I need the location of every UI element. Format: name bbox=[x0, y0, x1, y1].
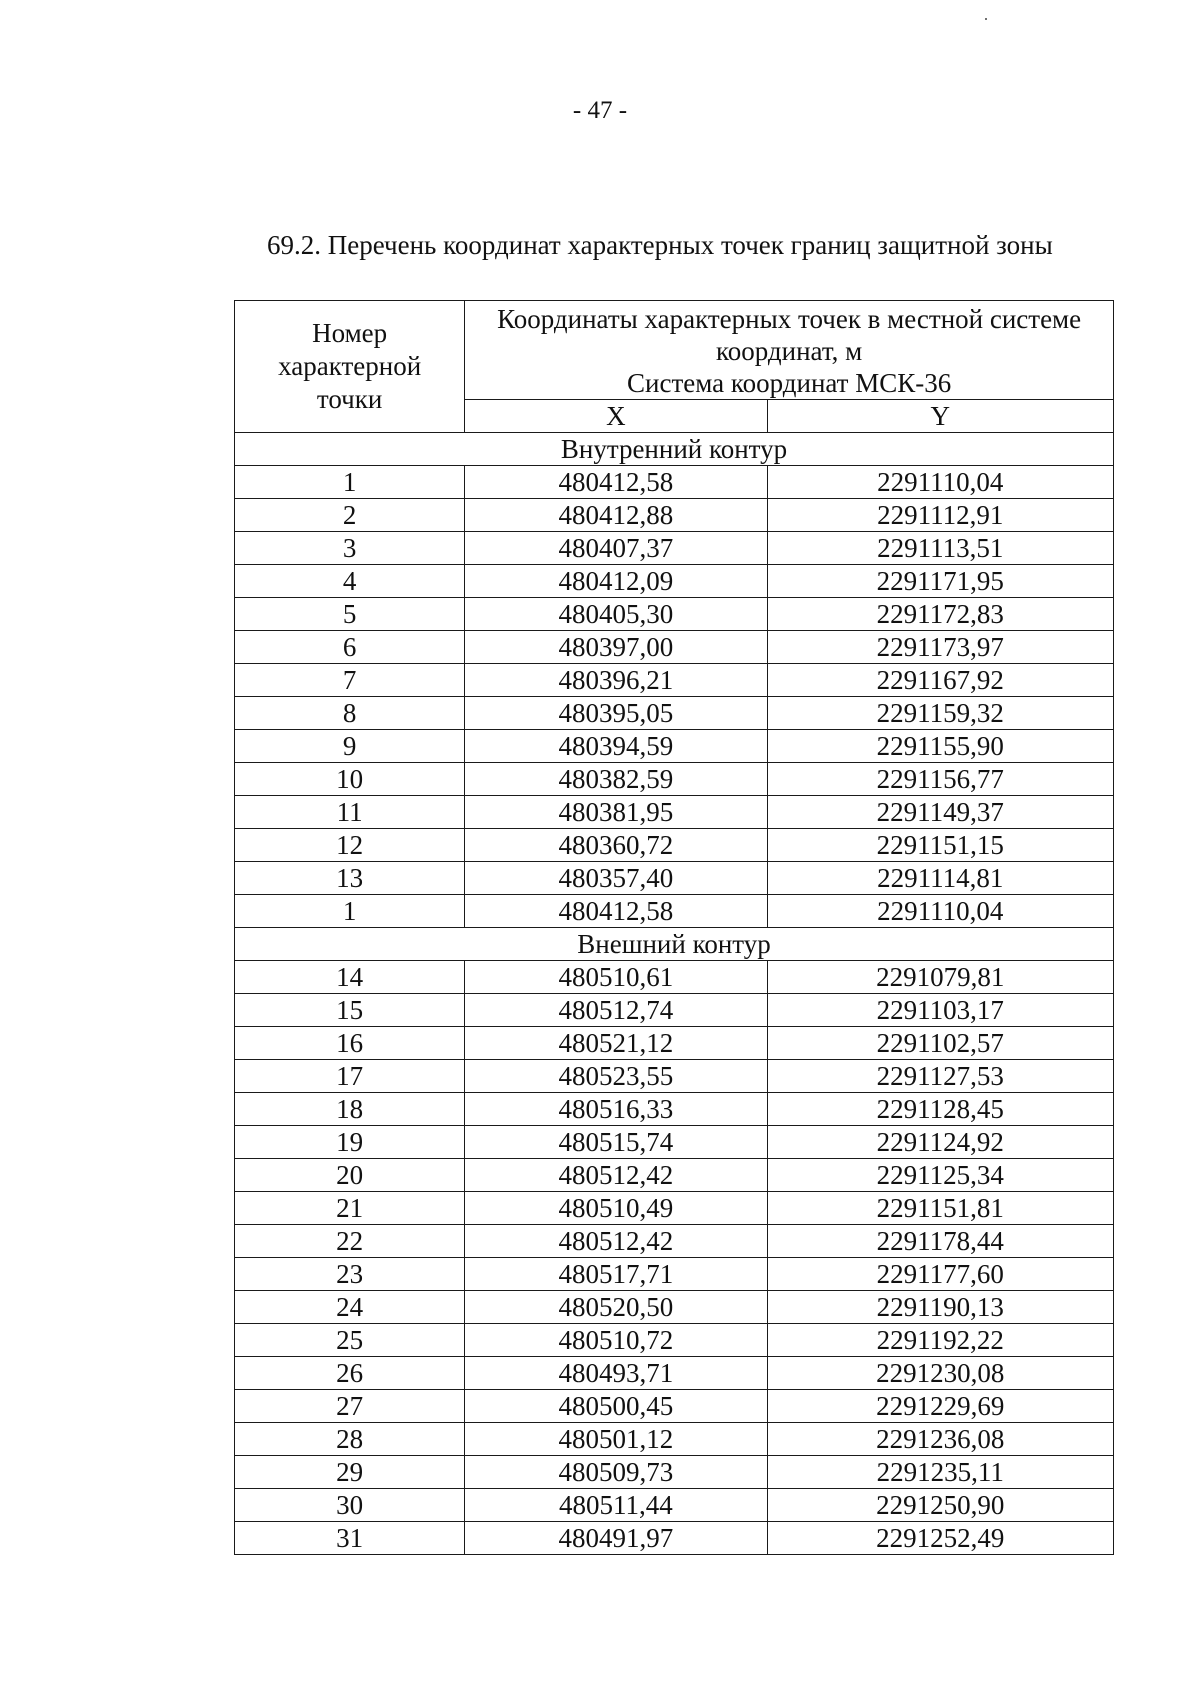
y-coordinate-cell: 2291172,83 bbox=[767, 598, 1113, 631]
x-coordinate-cell: 480357,40 bbox=[465, 862, 767, 895]
point-number-cell: 25 bbox=[235, 1324, 465, 1357]
point-number-cell: 28 bbox=[235, 1423, 465, 1456]
table-header bbox=[235, 301, 1114, 433]
table-row bbox=[235, 1291, 1114, 1324]
point-number-cell: 21 bbox=[235, 1192, 465, 1225]
point-number-cell: 18 bbox=[235, 1093, 465, 1126]
point-number-cell: 1 bbox=[235, 466, 465, 499]
point-number-header bbox=[235, 301, 465, 433]
x-coordinate-cell: 480510,72 bbox=[465, 1324, 767, 1357]
y-coordinate-cell: 2291114,81 bbox=[767, 862, 1113, 895]
point-number-cell: 5 bbox=[235, 598, 465, 631]
y-coordinate-cell: 2291177,60 bbox=[767, 1258, 1113, 1291]
y-coordinate-cell: 2291127,53 bbox=[767, 1060, 1113, 1093]
y-coordinate-cell: 2291250,90 bbox=[767, 1489, 1113, 1522]
y-coordinate-cell: 2291235,11 bbox=[767, 1456, 1113, 1489]
table-row bbox=[235, 1258, 1114, 1291]
point-number-cell: 22 bbox=[235, 1225, 465, 1258]
point-number-cell: 7 bbox=[235, 664, 465, 697]
table-row bbox=[235, 631, 1114, 664]
table-row bbox=[235, 862, 1114, 895]
table-row bbox=[235, 1423, 1114, 1456]
point-number-cell: 27 bbox=[235, 1390, 465, 1423]
y-coordinate-cell: 2291190,13 bbox=[767, 1291, 1113, 1324]
point-number-cell: 8 bbox=[235, 697, 465, 730]
point-number-cell: 29 bbox=[235, 1456, 465, 1489]
x-coordinate-cell: 480381,95 bbox=[465, 796, 767, 829]
table-row bbox=[235, 1357, 1114, 1390]
x-coordinate-cell: 480517,71 bbox=[465, 1258, 767, 1291]
table-row bbox=[235, 1225, 1114, 1258]
table-row bbox=[235, 1027, 1114, 1060]
y-coordinate-cell: 2291151,81 bbox=[767, 1192, 1113, 1225]
x-coordinate-cell: 480397,00 bbox=[465, 631, 767, 664]
x-coordinate-cell: 480512,42 bbox=[465, 1225, 767, 1258]
section-title: Внутренний контур bbox=[235, 433, 1114, 466]
table-row bbox=[235, 994, 1114, 1027]
x-coordinate-cell: 480412,88 bbox=[465, 499, 767, 532]
y-coordinate-cell: 2291167,92 bbox=[767, 664, 1113, 697]
table-row bbox=[235, 730, 1114, 763]
y-coordinate-cell: 2291128,45 bbox=[767, 1093, 1113, 1126]
table-row bbox=[235, 763, 1114, 796]
section-row bbox=[235, 433, 1114, 466]
scan-speck bbox=[985, 18, 987, 20]
y-coordinate-cell: 2291229,69 bbox=[767, 1390, 1113, 1423]
y-coordinate-cell: 2291173,97 bbox=[767, 631, 1113, 664]
x-coordinate-cell: 480412,58 bbox=[465, 895, 767, 928]
table-row bbox=[235, 1060, 1114, 1093]
point-number-cell: 9 bbox=[235, 730, 465, 763]
x-coordinate-cell: 480407,37 bbox=[465, 532, 767, 565]
y-coordinate-cell: 2291110,04 bbox=[767, 466, 1113, 499]
table-row bbox=[235, 664, 1114, 697]
point-number-cell: 11 bbox=[235, 796, 465, 829]
table-row bbox=[235, 1192, 1114, 1225]
point-number-cell: 4 bbox=[235, 565, 465, 598]
x-column-header: X bbox=[465, 400, 767, 433]
table-row bbox=[235, 532, 1114, 565]
y-coordinate-cell: 2291230,08 bbox=[767, 1357, 1113, 1390]
point-number-cell: 12 bbox=[235, 829, 465, 862]
point-number-cell: 19 bbox=[235, 1126, 465, 1159]
point-number-cell: 15 bbox=[235, 994, 465, 1027]
point-number-cell: 24 bbox=[235, 1291, 465, 1324]
x-coordinate-cell: 480394,59 bbox=[465, 730, 767, 763]
section-title: Внешний контур bbox=[235, 928, 1114, 961]
point-number-cell: 10 bbox=[235, 763, 465, 796]
y-column-header: Y bbox=[767, 400, 1113, 433]
x-coordinate-cell: 480515,74 bbox=[465, 1126, 767, 1159]
section-row bbox=[235, 928, 1114, 961]
x-coordinate-cell: 480491,97 bbox=[465, 1522, 767, 1555]
y-coordinate-cell: 2291149,37 bbox=[767, 796, 1113, 829]
x-coordinate-cell: 480516,33 bbox=[465, 1093, 767, 1126]
point-number-cell: 2 bbox=[235, 499, 465, 532]
table-row bbox=[235, 1324, 1114, 1357]
point-number-header-line: точки bbox=[316, 384, 383, 414]
point-number-cell: 31 bbox=[235, 1522, 465, 1555]
table-row bbox=[235, 1093, 1114, 1126]
x-coordinate-cell: 480412,58 bbox=[465, 466, 767, 499]
y-coordinate-cell: 2291252,49 bbox=[767, 1522, 1113, 1555]
y-coordinate-cell: 2291124,92 bbox=[767, 1126, 1113, 1159]
x-coordinate-cell: 480512,74 bbox=[465, 994, 767, 1027]
y-coordinate-cell: 2291178,44 bbox=[767, 1225, 1113, 1258]
point-number-cell: 23 bbox=[235, 1258, 465, 1291]
point-number-cell: 26 bbox=[235, 1357, 465, 1390]
x-coordinate-cell: 480395,05 bbox=[465, 697, 767, 730]
point-number-cell: 6 bbox=[235, 631, 465, 664]
point-number-cell: 20 bbox=[235, 1159, 465, 1192]
x-coordinate-cell: 480510,49 bbox=[465, 1192, 767, 1225]
x-coordinate-cell: 480500,45 bbox=[465, 1390, 767, 1423]
y-coordinate-cell: 2291103,17 bbox=[767, 994, 1113, 1027]
document-title: 69.2. Перечень координат характерных точек границ защитной зоны bbox=[267, 230, 1053, 260]
point-number-header-line: Номер bbox=[312, 318, 388, 348]
y-coordinate-cell: 2291159,32 bbox=[767, 697, 1113, 730]
coordinates-header-line: Координаты характерных точек в местной системе bbox=[497, 304, 1082, 334]
y-coordinate-cell: 2291155,90 bbox=[767, 730, 1113, 763]
x-coordinate-cell: 480521,12 bbox=[465, 1027, 767, 1060]
x-coordinate-cell: 480405,30 bbox=[465, 598, 767, 631]
point-number-cell: 14 bbox=[235, 961, 465, 994]
table-body bbox=[235, 433, 1114, 1555]
coordinates-header bbox=[465, 301, 1114, 400]
table-row bbox=[235, 1126, 1114, 1159]
table-row bbox=[235, 1159, 1114, 1192]
point-number-cell: 16 bbox=[235, 1027, 465, 1060]
y-coordinate-cell: 2291156,77 bbox=[767, 763, 1113, 796]
x-coordinate-cell: 480511,44 bbox=[465, 1489, 767, 1522]
point-number-cell: 3 bbox=[235, 532, 465, 565]
page-number: - 47 - bbox=[572, 97, 628, 124]
point-number-cell: 13 bbox=[235, 862, 465, 895]
x-coordinate-cell: 480360,72 bbox=[465, 829, 767, 862]
y-coordinate-cell: 2291171,95 bbox=[767, 565, 1113, 598]
table-row bbox=[235, 499, 1114, 532]
x-coordinate-cell: 480523,55 bbox=[465, 1060, 767, 1093]
x-coordinate-cell: 480510,61 bbox=[465, 961, 767, 994]
coordinates-header-line: Система координат МСК-36 bbox=[627, 368, 952, 398]
y-coordinate-cell: 2291125,34 bbox=[767, 1159, 1113, 1192]
table-row bbox=[235, 598, 1114, 631]
table-row bbox=[235, 961, 1114, 994]
x-coordinate-cell: 480396,21 bbox=[465, 664, 767, 697]
coordinates-table bbox=[234, 300, 1114, 1555]
x-coordinate-cell: 480501,12 bbox=[465, 1423, 767, 1456]
y-coordinate-cell: 2291192,22 bbox=[767, 1324, 1113, 1357]
table-row bbox=[235, 697, 1114, 730]
y-coordinate-cell: 2291079,81 bbox=[767, 961, 1113, 994]
table-row bbox=[235, 1456, 1114, 1489]
x-coordinate-cell: 480512,42 bbox=[465, 1159, 767, 1192]
table-row bbox=[235, 1489, 1114, 1522]
y-coordinate-cell: 2291236,08 bbox=[767, 1423, 1113, 1456]
x-coordinate-cell: 480412,09 bbox=[465, 565, 767, 598]
table-row bbox=[235, 466, 1114, 499]
point-number-cell: 17 bbox=[235, 1060, 465, 1093]
x-coordinate-cell: 480509,73 bbox=[465, 1456, 767, 1489]
point-number-header-line: характерной bbox=[278, 351, 422, 381]
x-coordinate-cell: 480493,71 bbox=[465, 1357, 767, 1390]
y-coordinate-cell: 2291110,04 bbox=[767, 895, 1113, 928]
point-number-cell: 30 bbox=[235, 1489, 465, 1522]
table-row bbox=[235, 565, 1114, 598]
point-number-cell: 1 bbox=[235, 895, 465, 928]
y-coordinate-cell: 2291113,51 bbox=[767, 532, 1113, 565]
table-row bbox=[235, 1522, 1114, 1555]
x-coordinate-cell: 480382,59 bbox=[465, 763, 767, 796]
x-coordinate-cell: 480520,50 bbox=[465, 1291, 767, 1324]
y-coordinate-cell: 2291151,15 bbox=[767, 829, 1113, 862]
table-row bbox=[235, 1390, 1114, 1423]
y-coordinate-cell: 2291112,91 bbox=[767, 499, 1113, 532]
table-row bbox=[235, 895, 1114, 928]
table-row bbox=[235, 829, 1114, 862]
coordinates-header-line: координат, м bbox=[716, 336, 863, 366]
table-row bbox=[235, 796, 1114, 829]
y-coordinate-cell: 2291102,57 bbox=[767, 1027, 1113, 1060]
